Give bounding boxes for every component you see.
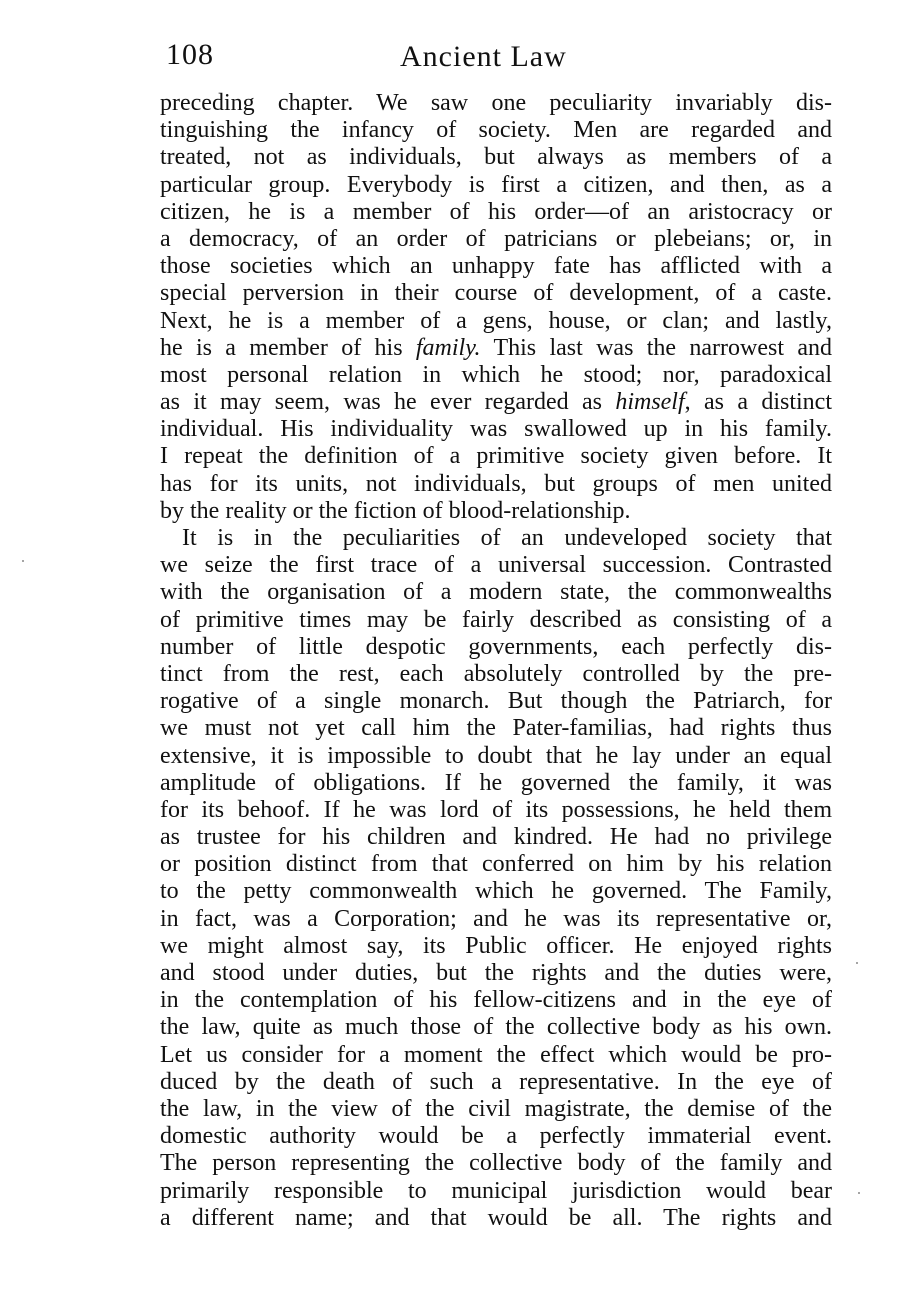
text-line: primarily responsible to municipal jurisdiction would bear bbox=[160, 1177, 832, 1204]
text-line: amplitude of obligations. If he governed the family, it was bbox=[160, 769, 832, 796]
text-line: we seize the first trace of a universal succession. Contrasted bbox=[160, 552, 832, 579]
text-line: in the contemplation of his fellow-citizens and in the eye of bbox=[160, 987, 832, 1014]
italic-text-run: family. bbox=[415, 334, 481, 361]
text-line: extensive, it is impossible to doubt that he lay under an equal bbox=[160, 742, 832, 769]
text-line: most personal relation in which he stood; nor, paradoxical bbox=[160, 361, 832, 388]
text-run: he is a member of his bbox=[160, 334, 416, 361]
text-line: to the petty commonwealth which he governed. The Family, bbox=[160, 878, 832, 905]
text-line: of primitive times may be fairly described as consisting of a bbox=[160, 606, 832, 633]
page-header bbox=[162, 38, 834, 78]
text-line: we must not yet call him the Pater-familias, had rights thus bbox=[160, 715, 832, 742]
text-line: duced by the death of such a representative. In the eye of bbox=[160, 1068, 832, 1095]
text-line: special perversion in their course of development, of a caste. bbox=[160, 280, 832, 307]
text-line bbox=[160, 389, 832, 416]
text-line: or position distinct from that conferred on him by his relation bbox=[160, 851, 832, 878]
text-line: citizen, he is a member of his order—of an aristocracy or bbox=[160, 198, 832, 225]
text-line: It is in the peculiarities of an undeveloped society that bbox=[182, 525, 832, 551]
text-line: has for its units, not individuals, but groups of men united bbox=[160, 470, 832, 497]
text-run: , as a distinct bbox=[684, 389, 832, 416]
text-line: for its behoof. If he was lord of its possessions, he held them bbox=[160, 796, 832, 823]
italic-text-run: himself bbox=[615, 389, 685, 416]
body-text bbox=[160, 90, 832, 1232]
text-line: preceding chapter. We saw one peculiarity invariably dis- bbox=[160, 90, 832, 116]
text-line: by the reality or the fiction of blood-relationship. bbox=[160, 497, 631, 524]
text-line: domestic authority would be a perfectly immaterial event. bbox=[160, 1123, 832, 1150]
text-line: with the organisation of a modern state, the commonwealths bbox=[160, 579, 832, 606]
text-line: Let us consider for a moment the effect which would be pro- bbox=[160, 1041, 832, 1068]
text-line: we might almost say, its Public officer. He enjoyed rights bbox=[160, 932, 832, 959]
scan-speck bbox=[858, 1192, 860, 1194]
scan-speck bbox=[22, 560, 24, 562]
text-line: individual. His individuality was swallowed up in his family. bbox=[160, 416, 832, 443]
text-line: tinguishing the infancy of society. Men are regarded and bbox=[160, 117, 832, 144]
text-line: the law, in the view of the civil magistrate, the demise of the bbox=[160, 1095, 832, 1122]
text-line: particular group. Everybody is first a citizen, and then, as a bbox=[160, 171, 832, 198]
text-line: in fact, was a Corporation; and he was its representative or, bbox=[160, 905, 832, 932]
text-line: tinct from the rest, each absolutely controlled by the pre- bbox=[160, 660, 832, 687]
text-line: The person representing the collective body of the family and bbox=[160, 1150, 832, 1177]
running-title: Ancient Law bbox=[400, 40, 567, 73]
text-line: a democracy, of an order of patricians or plebeians; or, in bbox=[160, 225, 832, 252]
text-line: the law, quite as much those of the collective body as his own. bbox=[160, 1014, 832, 1041]
text-run: as it may seem, was he ever regarded as bbox=[160, 389, 616, 416]
text-line: number of little despotic governments, each perfectly dis- bbox=[160, 633, 832, 660]
text-line: those societies which an unhappy fate has afflicted with a bbox=[160, 253, 832, 280]
text-run: This last was the narrowest and bbox=[480, 334, 832, 361]
text-line: and stood under duties, but the rights and the duties were, bbox=[160, 960, 832, 986]
text-line: treated, not as individuals, but always as members of a bbox=[160, 144, 832, 171]
scan-speck bbox=[856, 962, 858, 964]
text-line: Next, he is a member of a gens, house, or clan; and lastly, bbox=[160, 307, 832, 334]
text-line: as trustee for his children and kindred. He had no privilege bbox=[160, 824, 832, 851]
text-line: I repeat the definition of a primitive society given before. It bbox=[160, 443, 832, 470]
text-line: rogative of a single monarch. But though the Patriarch, for bbox=[160, 688, 832, 715]
page-number: 108 bbox=[166, 38, 214, 71]
text-line: a different name; and that would be all. The rights and bbox=[160, 1204, 832, 1231]
text-line bbox=[160, 335, 832, 362]
